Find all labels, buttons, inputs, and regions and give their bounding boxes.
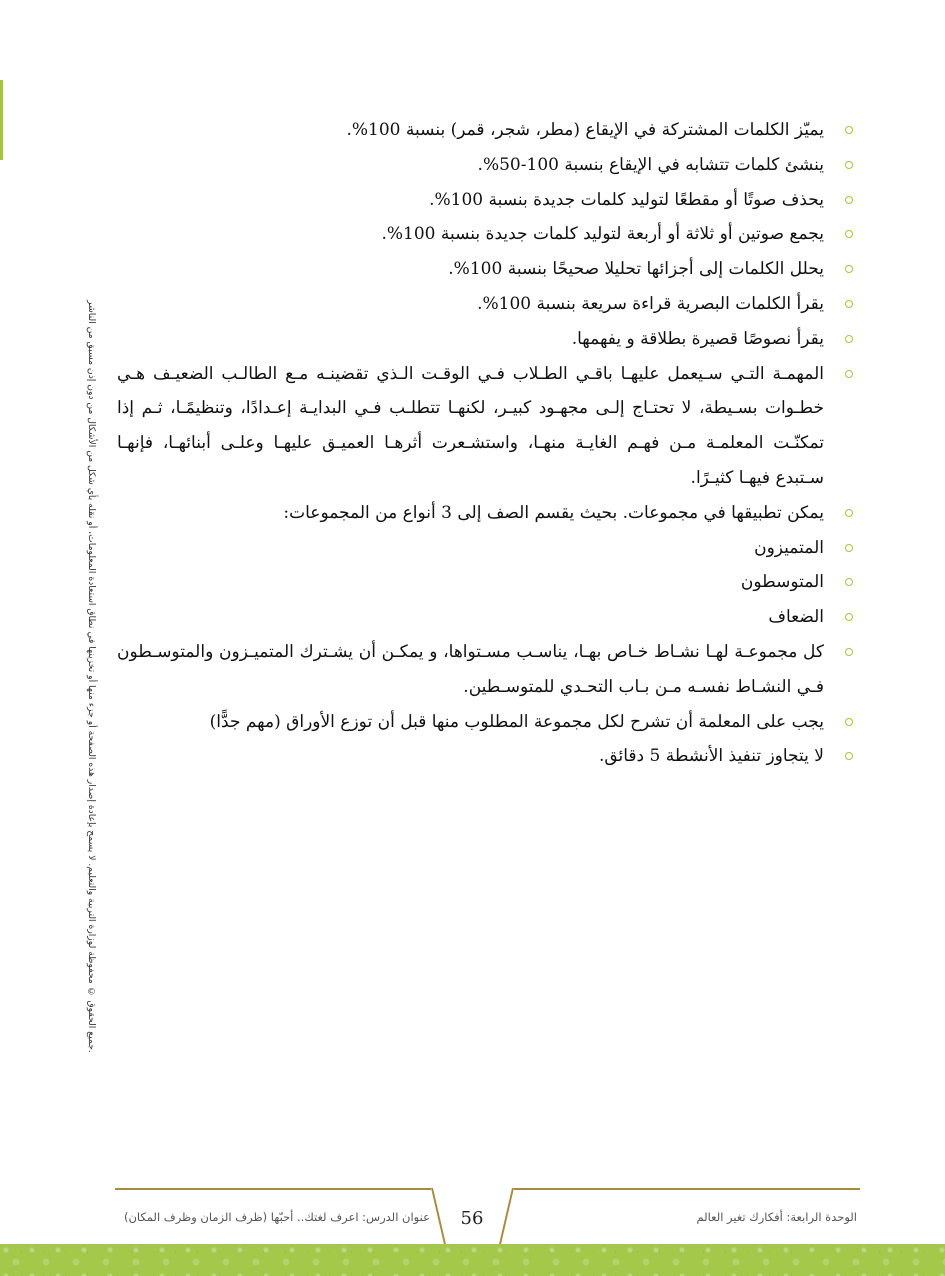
footer-divider-right <box>514 1188 860 1190</box>
list-item <box>117 531 857 566</box>
list-item <box>117 496 857 531</box>
list-item-text: الضعاف <box>768 607 824 628</box>
list-item <box>117 322 857 357</box>
page-edge-marker <box>0 80 3 160</box>
list-item <box>117 600 857 635</box>
list-item-text: يحلل الكلمات إلى أجزائها تحليلا صحيحًا بنسبة 100%. <box>448 259 824 280</box>
list-item-text: يقرأ الكلمات البصرية قراءة سريعة بنسبة 100%. <box>477 293 824 314</box>
copyright-side-note: جميع الحقوق © محفوظة لوزارة التربية والتعليم. لا يسمح بإعادة إصدار هذه الصفحة أو جزء منها أو تخزينها في نطاق استعادة المعلومات، أو نقله بأي شكل من الأشكال من دون إذن مسبق من الناشر. <box>86 300 97 1053</box>
list-item <box>117 565 857 600</box>
footer-unit-title: الوحدة الرابعة: أفكارك تغير العالم <box>696 1210 857 1224</box>
list-item-text: المهمـة التـي سـيعمل عليهـا باقـي الطـلاب فـي الوقـت الـذي تقضينـه مـع الطالـب الضعيـف هـي خطـوات بسـيطة، لا تحتـاج إلـى مجهـود كبيـر، لكنهـا تتطلـب فـي البدايـة إعـدادًا، وتنظيمًـا، ثـم إذا تمكنّـت المعلمـة مـن فهـم الغايـة منهـا، واستشـعرت أثرهـا العميـق عليهـا وعلـى أبنائهـا، فإنهـا سـتبدع فيهـا كثيـرًا. <box>117 363 824 488</box>
circle-bullet-icon <box>845 718 853 726</box>
page-number: 56 <box>460 1208 484 1229</box>
footer-divider-left <box>115 1188 431 1190</box>
circle-bullet-icon <box>845 265 853 273</box>
list-item-text: يجمع صوتين أو ثلاثة أو أربعة لتوليد كلمات جديدة بنسبة 100%. <box>381 224 824 245</box>
list-item-text: يحذف صوتًا أو مقطعًا لتوليد كلمات جديدة بنسبة 100%. <box>429 189 824 210</box>
list-item-text: كل مجموعـة لهـا نشـاط خـاص بهـا، يناسـب مسـتواها، و يمكـن أن يشـترك المتميـزون والمتوسـطون فـي النشـاط نفسـه مـن بـاب التحـدي للمتوسـطين. <box>117 641 824 697</box>
list-item <box>117 287 857 322</box>
list-item-text: المتوسطون <box>740 572 824 593</box>
decorative-pattern-band <box>0 1244 945 1276</box>
circle-bullet-icon <box>845 335 853 343</box>
list-item-text: المتميزون <box>754 537 824 558</box>
list-item <box>117 217 857 252</box>
circle-bullet-icon <box>845 370 853 378</box>
list-item <box>117 252 857 287</box>
circle-bullet-icon <box>845 578 853 586</box>
circle-bullet-icon <box>845 648 853 656</box>
circle-bullet-icon <box>845 300 853 308</box>
list-item <box>117 705 857 740</box>
circle-bullet-icon <box>845 161 853 169</box>
page-content <box>117 113 857 774</box>
circle-bullet-icon <box>845 230 853 238</box>
list-item <box>117 635 857 705</box>
circle-bullet-icon <box>845 509 853 517</box>
circle-bullet-icon <box>845 196 853 204</box>
list-item <box>117 183 857 218</box>
circle-bullet-icon <box>845 752 853 760</box>
circle-bullet-icon <box>845 544 853 552</box>
list-item-text: لا يتجاوز تنفيذ الأنشطة 5 دقائق. <box>598 746 824 767</box>
bullet-list <box>117 113 857 774</box>
circle-bullet-icon <box>845 613 853 621</box>
list-item-text: يجب على المعلمة أن تشرح لكل مجموعة المطلوب منها قبل أن توزع الأوراق (مهم جدًّا) <box>209 711 824 732</box>
list-item-text: يميّز الكلمات المشتركة في الإيقاع (مطر، شجر، قمر) بنسبة 100%. <box>346 120 824 140</box>
footer-lesson-title: عنوان الدرس: اعرف لغتك.. أحبّها (ظرف الزمان وظرف المكان) <box>124 1210 430 1224</box>
list-item-text: يقرأ نصوصًا قصيرة بطلاقة و يفهمها. <box>571 328 824 349</box>
list-item <box>117 148 857 183</box>
list-item <box>117 739 857 774</box>
list-item <box>117 113 857 148</box>
list-item <box>117 357 857 496</box>
circle-bullet-icon <box>845 126 853 134</box>
list-item-text: ينشئ كلمات تتشابه في الإيقاع بنسبة 100-50%. <box>477 154 824 175</box>
list-item-text: يمكن تطبيقها في مجموعات. بحيث يقسم الصف إلى 3 أنواع من المجموعات: <box>283 502 824 523</box>
